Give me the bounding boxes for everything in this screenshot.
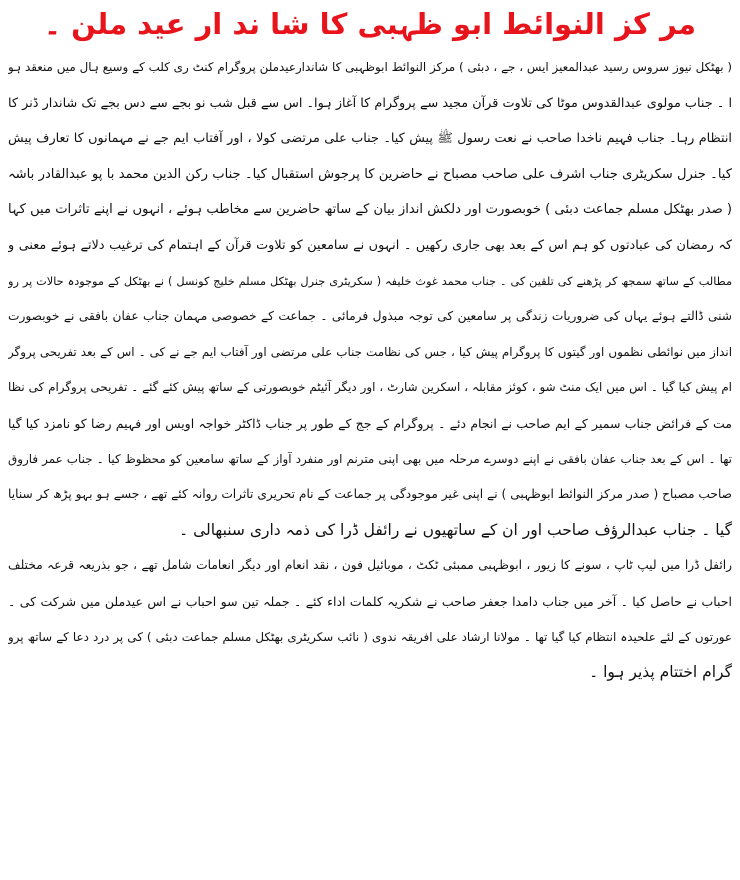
article-line: گرام اختتام پذیر ہوا ۔ bbox=[589, 663, 732, 682]
article-line: رائفل ڈرا میں لیپ ٹاپ ، سونے کا زیور ، ابوظہبی ممبئی ٹکٹ ، موبائیل فون ، نقد انعام اور دیگر انعامات شامل تھے ، جو بذریعہ قرعہ مختلف bbox=[8, 558, 732, 573]
article-line: تھا ۔ اس کے بعد جناب عفان بافقی نے اپنے دوسرے مرحلہ میں بھی اپنی مترنم اور منفرد آواز کے ساتھ سامعین کو محظوظ کیا ۔ جناب عمر فاروق bbox=[8, 451, 732, 466]
article-line: صاحب مصباح ( صدر مرکز النوائط ابوظہبی ) نے اپنی غیر موجودگی پر جماعت کے نام تحریری تاثرات روانہ کئے تھے ، جسے ہو بہو پڑھ کر سنایا bbox=[8, 487, 732, 502]
article-line: ( صدر بھٹکل مسلم جماعت دبئی ) خوبصورت اور دلکش انداز بیان کے ساتھ حاضرین سے مخاطب ہوئے ، انہوں نے اپنے تاثرات میں کہا bbox=[8, 202, 732, 218]
article-line: ام پیش کیا گیا ۔ اس میں ایک منٹ شو ، کوئز مقابلہ ، اسکرین شارٹ ، اور دیگر آئیٹم خوبصورتی کے ساتھ پیش کئے گئے ۔ تفریحی پروگرام کی نظا bbox=[8, 380, 732, 395]
article-line: ا ۔ جناب مولوی عبدالقدوس موٹا کی تلاوت قرآن مجید سے پروگرام کا آغاز ہوا۔ اس سے قبل شب نو بجے سے دس بجے تک شاندار ڈنر کا bbox=[8, 95, 732, 111]
article-line: انداز میں نوائطی نظموں اور گیتوں کا پروگرام پیش کیا ، جس کی نظامت جناب علی مرتضی اور آفتاب ایم جے نے کی ۔ اس کے بعد تفریحی پروگر bbox=[8, 344, 732, 359]
article-line: ( بھٹکل نیوز سروس رسید عبدالمعیز ایس ، جے ، دبئی ) مرکز النوائط ابوظہبی کا شاندارعیدملن پروگرام کنٹ ری کلب کے وسیع ہال میں منعقد ہو bbox=[8, 60, 732, 74]
article-line: مت کے فرائض جناب سمیر کے ایم صاحب نے انجام دئے ۔ پروگرام کے جج کے طور پر جناب ڈاکٹر خواجہ اویس اور فہیم رضا کو نامزد کیا گیا bbox=[8, 415, 732, 431]
article-line: شنی ڈالتے ہوئے یہاں کی ضروریات زندگی پر سامعین کی توجہ مبذول فرمائی ۔ جماعت کے خصوصی مہمان جناب عفان بافقی نے خوبصورت bbox=[8, 309, 732, 324]
article-line: گیا ۔ جناب عبدالرؤف صاحب اور ان کے ساتھیوں نے رائفل ڈرا کی ذمہ داری سنبھالی ۔ bbox=[179, 520, 732, 539]
article-line: کہ رمضان کی عبادتوں کو ہم اس کے بعد بھی جاری رکھیں ۔ انہوں نے سامعین کو تلاوت قرآن کے اہتمام کی ترغیب دلاتے ہوئے معنی و bbox=[8, 237, 732, 253]
article-line: انتظام رہا۔ جناب فہیم ناخدا صاحب نے نعت رسول ﷺ پیش کیا۔ جناب علی مرتضی کولا ، اور آفتاب ایم جے نے مہمانوں کا تعارف پیش bbox=[8, 131, 732, 147]
article-line: عورتوں کے لئے علحیدہ انتظام کیا گیا تھا ۔ مولانا ارشاد علی افریقہ ندوی ( نائب سکریٹری بھٹکل مسلم جماعت دبئی ) کی پر درد دعا کے ساتھ پرو bbox=[8, 629, 732, 644]
article-line: کیا۔ جنرل سکریٹری جناب اشرف علی صاحب مصباح نے حاضرین کا پرجوش استقبال کیا۔ جناب رکن الدین محمد با پو عبدالقادر باشہ bbox=[8, 166, 732, 182]
article-body bbox=[8, 50, 732, 691]
article-line: احباب نے حاصل کیا ۔ آخر میں جناب دامدا جعفر صاحب نے شکریہ کلمات اداء کئے ۔ جملہ تین سو احباب نے اس عیدملن میں شرکت کی ۔ bbox=[8, 593, 732, 609]
article-line: مطالب کے ساتھ سمجھ کر پڑھنے کی تلقین کی ۔ جناب محمد غوث خلیفہ ( سکریٹری جنرل بھٹکل مسلم خلیج کونسل ) نے بھٹکل کے موجودہ حالات پر رو bbox=[8, 274, 732, 288]
article-headline: مر کز النوائط ابو ظہبی کا شا ند ار عید ملن ۔ bbox=[44, 7, 696, 41]
